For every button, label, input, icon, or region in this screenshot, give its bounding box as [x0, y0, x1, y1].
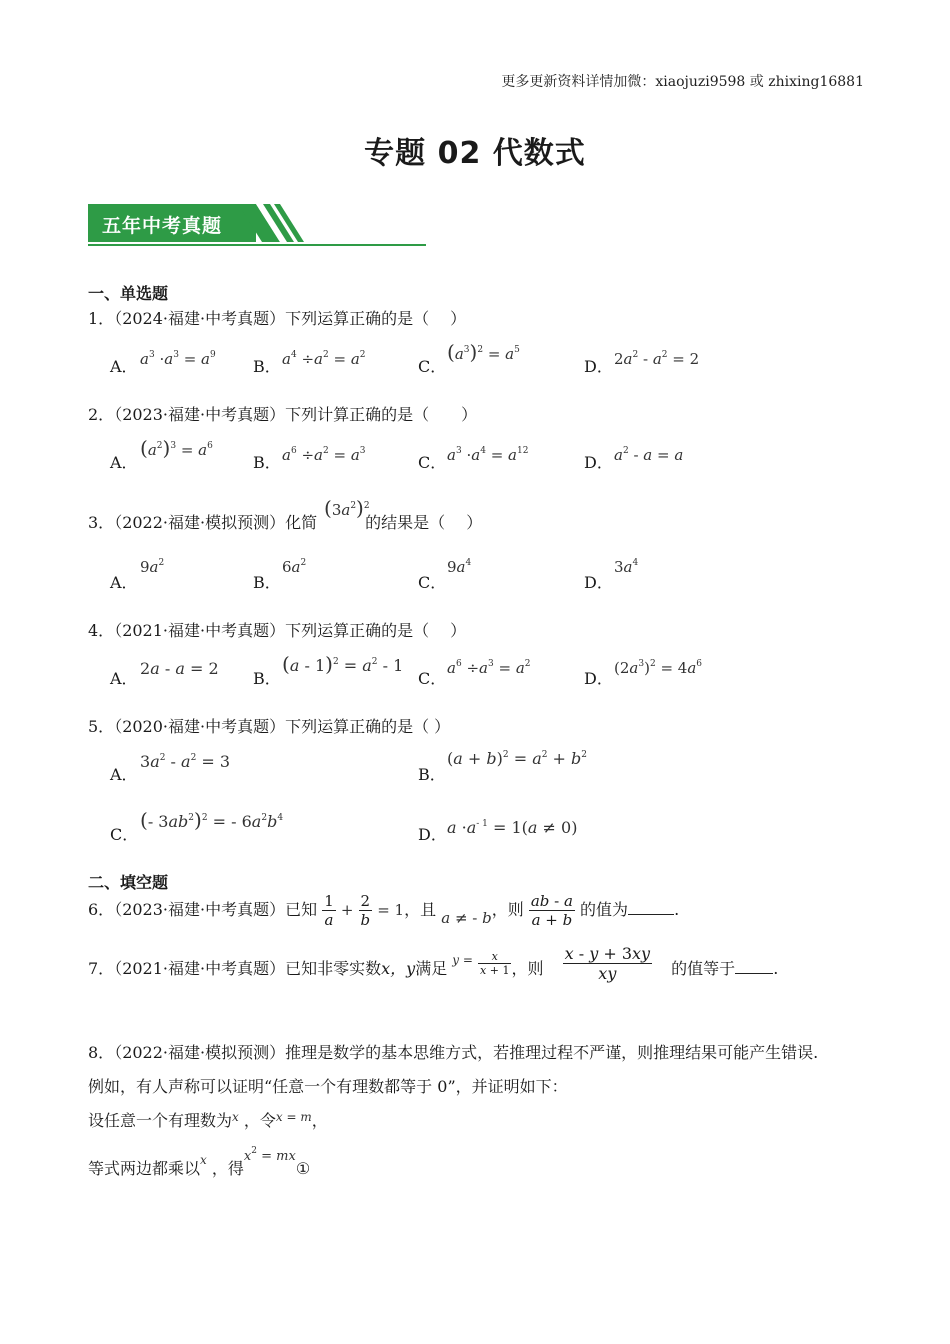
question-7: 7．（2021·福建·中考真题）已知非零实数x，y满足 $^{y =}$ $\frac{x}{x + 1}$ ，则 $\frac{x - y + 3xy}{xy}$ 的值等于 .	[88, 944, 779, 983]
question-8: 8．（2022·福建·模拟预测）推理是数学的基本思维方式，若推理过程不严谨，则推理结果可能产生错误.	[88, 1043, 819, 1062]
q1-formula-d: $2a^2 - a^2 = 2$	[614, 350, 700, 368]
q1-option-c[interactable]: C．	[418, 357, 447, 376]
header-note: 更多更新资料详情加微：xiaojuzi9598 或 zhixing16881	[501, 74, 864, 90]
q6-frac-2b: $\frac{2}{b}$	[360, 892, 371, 929]
q3-option-a[interactable]: A．	[110, 573, 138, 592]
q4-formula-d: $(2a^3)^2 = 4a^6$	[614, 659, 703, 677]
q3-formula-b: $6a^2$	[282, 558, 307, 576]
q6-frac-target: $\frac{ab - a}{a + b}$	[530, 892, 573, 929]
q2-formula-b: $a^6 \div a^2 = a^3$	[282, 446, 366, 464]
section-banner	[88, 204, 428, 248]
q4-formula-a: 2a - a = 2	[140, 659, 219, 678]
banner-underline	[88, 244, 426, 246]
q4-option-a[interactable]: A．	[110, 669, 138, 688]
q8-line-4: 等式两边都乘以$^x$ ，得$^{x^2 = mx}$①	[88, 1146, 311, 1178]
section-fill-blank: 二、填空题	[88, 873, 169, 892]
q4-option-b[interactable]: B．	[253, 669, 281, 688]
q5-option-d[interactable]: D．	[418, 825, 447, 844]
q7-answer-blank[interactable]	[735, 973, 773, 974]
question-5: 5．（2020·福建·中考真题）下列运算正确的是（ ）	[88, 717, 451, 736]
q6-frac-1a: $\frac{1}{a}$	[324, 892, 334, 929]
q8-line-2: 例如，有人声称可以证明“任意一个有理数都等于 0”，并证明如下：	[88, 1077, 568, 1096]
q3-option-c[interactable]: C．	[418, 573, 447, 592]
question-6: 6．（2023·福建·中考真题）已知 $\frac{1}{a}$ + $\frac{2}{b}$ = 1，且 a ≠ - b，则 $\frac{ab - a}{a + b}$ 的值为 .	[88, 892, 680, 929]
q4-formula-c: $a^6 \div a^3 = a^2$	[447, 659, 531, 677]
q2-option-a[interactable]: A．	[110, 453, 138, 472]
q7-frac-target: $\frac{x - y + 3xy}{xy}$	[564, 944, 651, 983]
q1-option-b[interactable]: B．	[253, 357, 281, 376]
q3-formula-c: $9a^4$	[447, 558, 472, 576]
q6-answer-blank[interactable]	[628, 914, 674, 915]
q3-formula-d: $3a^4$	[614, 558, 639, 576]
q1-formula-b: $a^4 \div a^2 = a^2$	[282, 350, 366, 368]
q5-formula-c: (- $3ab^2)^2$ = - $6a^2b^4$	[140, 808, 284, 832]
q4-option-c[interactable]: C．	[418, 669, 447, 688]
q5-option-c[interactable]: C．	[110, 825, 139, 844]
q5-formula-d: $a \cdot a^{- 1} = 1(a \ne 0)$	[447, 818, 578, 837]
question-4: 4．（2021·福建·中考真题）下列运算正确的是（ ）	[88, 621, 467, 640]
q2-formula-a: $(a^2)^3 = a^6$	[140, 436, 213, 460]
q3-stem-formula: $(3a^2)^2$	[324, 496, 370, 520]
page-title: 专题 02 代数式	[364, 136, 586, 171]
q2-option-c[interactable]: C．	[418, 453, 447, 472]
q1-formula-c: $(a^3)^2 = a^5$	[447, 340, 520, 364]
q7-frac-given: $\frac{x}{x + 1}$	[480, 950, 510, 977]
q5-formula-a: $3a^2 - a^2 = 3$	[140, 752, 231, 771]
q4-formula-b: $(a - 1)^2 = a^2 - 1$	[282, 652, 404, 676]
q3-formula-a: $9a^2$	[140, 558, 165, 576]
q1-formula-a: $a^3 \cdot a^3 = a^9$	[140, 350, 216, 368]
question-3: 3．（2022·福建·模拟预测）化简 的结果是（ ）	[88, 513, 483, 532]
q3-option-b[interactable]: B．	[253, 573, 281, 592]
q3-option-d[interactable]: D．	[584, 573, 613, 592]
q1-option-a[interactable]: A．	[110, 357, 138, 376]
q1-stem: 下列运算正确的是（ ）	[285, 309, 467, 328]
q1-option-d[interactable]: D．	[584, 357, 613, 376]
q5-option-b[interactable]: B．	[418, 765, 446, 784]
q8-line-3: 设任意一个有理数为$^x$ ，令$^{x = m}$，	[88, 1110, 328, 1130]
q2-formula-c: $a^3 \cdot a^4 = a^{12}$	[447, 446, 529, 464]
question-2: 2．（2023·福建·中考真题）下列计算正确的是（ ）	[88, 405, 478, 424]
banner-label: 五年中考真题	[102, 215, 223, 237]
q4-option-d[interactable]: D．	[584, 669, 613, 688]
q2-formula-d: $a^2 - a = a$	[614, 446, 684, 464]
q5-option-a[interactable]: A．	[110, 765, 138, 784]
q1-source: （2024·福建·中考真题）	[114, 309, 286, 328]
banner-stripes-icon	[238, 204, 358, 246]
q2-option-d[interactable]: D．	[584, 453, 613, 472]
q2-option-b[interactable]: B．	[253, 453, 281, 472]
q5-formula-b: $(a + b)^2 = a^2 + b^2$	[447, 749, 588, 768]
question-1	[88, 306, 466, 329]
q1-number: 1．	[88, 309, 115, 328]
section-single-choice: 一、单选题	[88, 284, 169, 303]
